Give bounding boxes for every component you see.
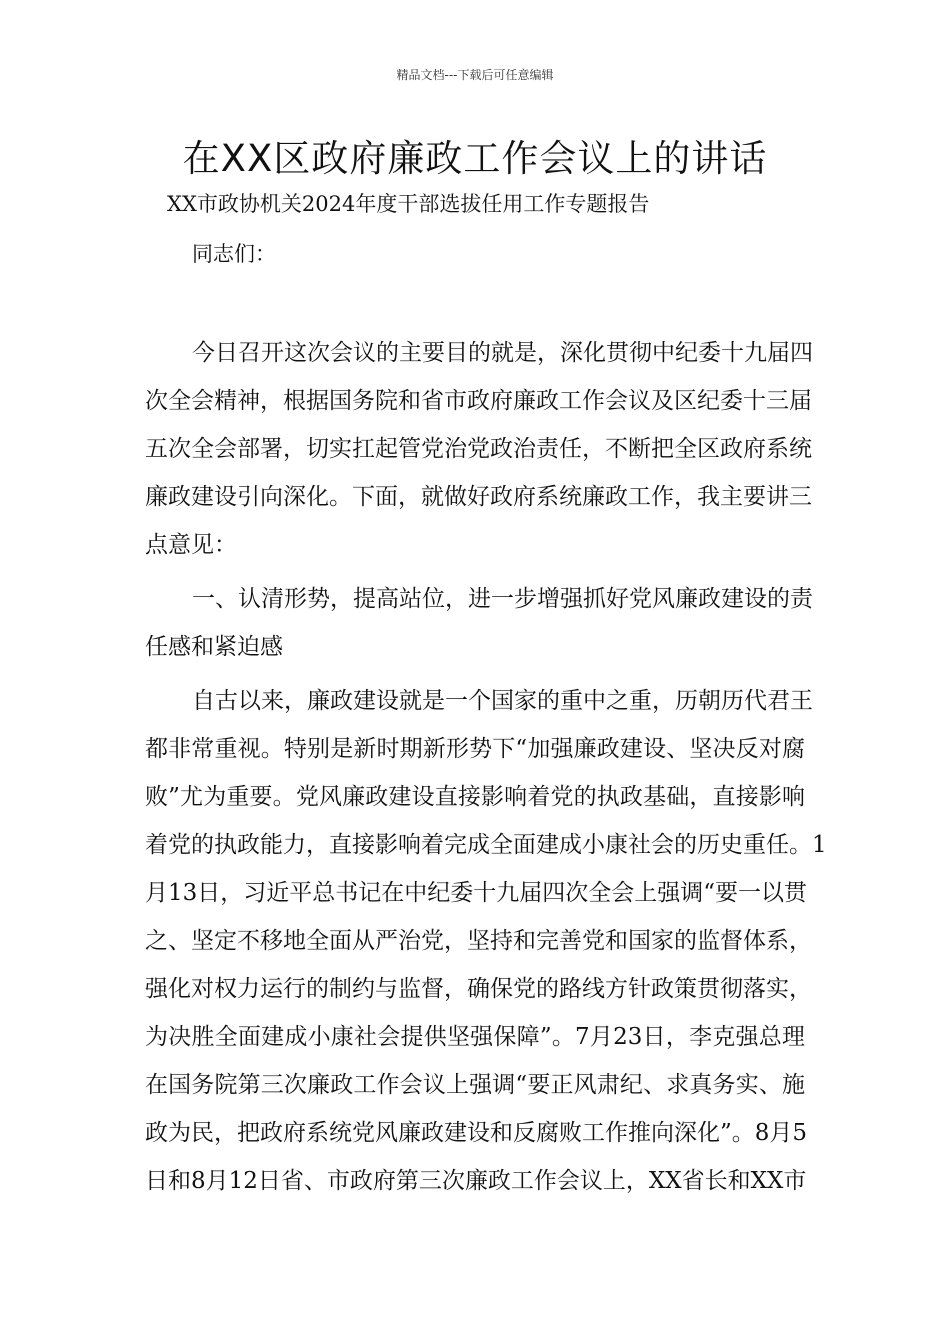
body-line: 在国务院第三次廉政工作会议上强调“要正风肃纪、求真务实、施: [145, 1072, 805, 1098]
body-line: 都非常重视。特别是新时期新形势下“加强廉政建设、坚决反对腐: [145, 736, 805, 762]
body-line: 廉政建设引向深化。下面，就做好政府系统廉政工作，我主要讲三: [145, 484, 812, 510]
body-line: 着党的执政能力，直接影响着完成全面建成小康社会的历史重任。1: [145, 832, 827, 858]
body-line: 强化对权力运行的制约与监督，确保党的路线方针政策贯彻落实，: [145, 976, 812, 1002]
body-line: 自古以来，廉政建设就是一个国家的重中之重，历朝历代君王: [192, 688, 813, 714]
greeting: 同志们：: [192, 242, 276, 266]
body-line: 之、坚定不移地全面从严治党，坚持和完善党和国家的监督体系，: [145, 928, 812, 954]
body-line: 次全会精神，根据国务院和省市政府廉政工作会议及区纪委十三届: [145, 388, 812, 414]
document-title: 在XX区政府廉政工作会议上的讲话: [182, 137, 768, 180]
document-subtitle: XX市政协机关2024年度干部选拔任用工作专题报告: [167, 192, 650, 216]
section-heading-line: 一、认清形势，提高站位，进一步增强抓好党风廉政建设的责: [192, 586, 813, 612]
body-line: 月13日，习近平总书记在中纪委十九届四次全会上强调“要一以贯: [145, 880, 808, 906]
body-line: 败”尤为重要。党风廉政建设直接影响着党的执政基础，直接影响: [145, 784, 805, 810]
body-line: 日和8月12日省、市政府第三次廉政工作会议上，XX省长和XX市: [145, 1168, 807, 1194]
body-line: 为决胜全面建成小康社会提供坚强保障”。7月23日，李克强总理: [145, 1024, 805, 1050]
body-line: 政为民，把政府系统党风廉政建设和反腐败工作推向深化”。8月5: [145, 1120, 808, 1146]
page-header: 精品文档---下载后可任意编辑: [396, 68, 554, 82]
body-line: 今日召开这次会议的主要目的就是，深化贯彻中纪委十九届四: [192, 340, 813, 366]
body-line: 点意见：: [145, 532, 237, 558]
body-line: 五次全会部署，切实扛起管党治党政治责任，不断把全区政府系统: [145, 436, 812, 462]
section-heading-line: 任感和紧迫感: [145, 634, 283, 660]
